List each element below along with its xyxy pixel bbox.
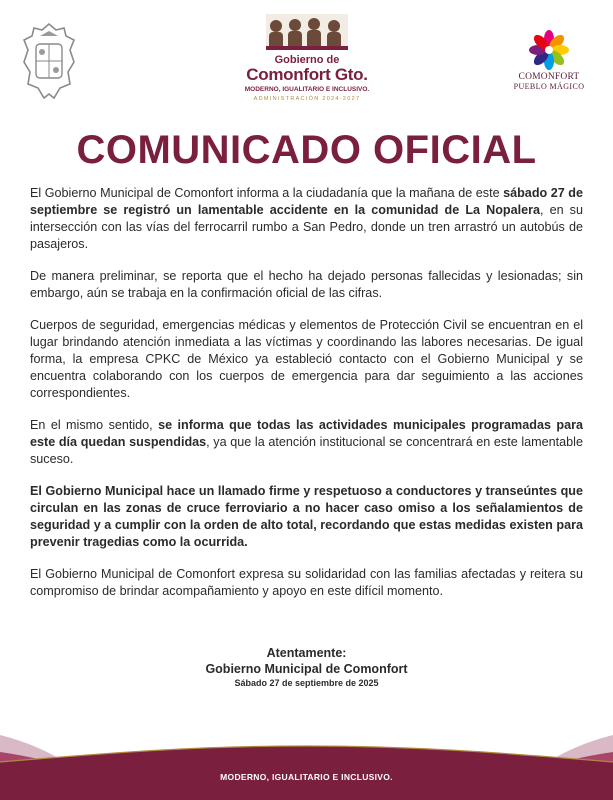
paragraph-accident [30, 185, 583, 253]
pueblo-magico-flower-icon [529, 30, 569, 70]
signature-date: Sábado 27 de septiembre de 2025 [234, 678, 379, 688]
paragraph-text: El Gobierno Municipal de Comonfort informa a la ciudadanía que la mañana de este [30, 186, 504, 200]
paragraph-emergency-services: Cuerpos de seguridad, emergencias médicas y elementos de Protección Civil se encuentran en el lugar brindando atención inmediata a las víctimas y coordinando las labores necesarias. De igual forma, la empresa CPKC de México ya estableció contacto con el Gobierno Municipal y se encuentra colaborando con los cuerpos de emergencia para dar seguimiento a las acciones correspondientes. [30, 318, 583, 400]
signature-issuer: Gobierno Municipal de Comonfort [205, 662, 408, 676]
paragraph-bold-text: sábado 27 de septiembre se registró un lamentable accidente en la comunidad de La Nopalera [30, 186, 583, 217]
header [0, 0, 613, 120]
paragraph-text: , ya que la atención institucional se concentrará en este lamentable suceso. [30, 435, 583, 466]
pueblo-magico-logo [503, 30, 595, 100]
pueblo-magico-tagline: PUEBLO MÁGICO [513, 82, 585, 91]
logo-line-gobierno: Gobierno de [274, 54, 340, 66]
paragraph-bold-text: El Gobierno Municipal hace un llamado firme y respetuoso a conductores y transeúntes que circulan en las zonas de cruce ferroviario a no hacer caso omiso a los señalamientos de seguridad y a cumplir con la orden de alto total, recordando que estas medidas existen para prevenir tragedias como la ocurrida. [30, 484, 583, 549]
municipal-seal-icon [20, 22, 78, 100]
logo-line-administracion: ADMINISTRACIÓN 2024-2027 [253, 96, 361, 102]
paragraph-activities-suspended [30, 417, 583, 468]
page-title: COMUNICADO OFICIAL [76, 128, 537, 172]
footer-slogan: MODERNO, IGUALITARIO E INCLUSIVO. [220, 772, 393, 782]
paragraph-text: , en su intersección con las vías del ferrocarril rumbo a San Pedro, donde un tren arrastró un autobús de pasajeros. [30, 203, 583, 251]
paragraph-text: En el mismo sentido, [30, 418, 159, 432]
logo-line-comonfort: Comonfort Gto. [246, 65, 368, 84]
signature-block [0, 645, 613, 690]
paragraph-victims: De manera preliminar, se reporta que el hecho ha dejado personas fallecidas y lesionadas; sin embargo, aún se trabaja en la confirmación oficial de las cifras. [30, 269, 583, 300]
paragraph-bold-text: se informa que todas las actividades municipales programadas para este día quedan suspendidas [30, 418, 583, 449]
paragraph-safety-call [30, 483, 583, 551]
footer-decoration [0, 690, 613, 800]
pueblo-magico-name: COMONFORT [518, 72, 580, 82]
government-logo [232, 12, 382, 112]
portraits-icon [262, 12, 352, 52]
signature-greeting: Atentamente: [266, 646, 347, 660]
communique-body [30, 185, 583, 615]
paragraph-solidarity: El Gobierno Municipal de Comonfort expresa su solidaridad con las familias afectadas y reitera su compromiso de brindar acompañamiento y apoyo en este difícil momento. [30, 567, 583, 598]
logo-line-slogan: MODERNO, IGUALITARIO E INCLUSIVO. [244, 86, 370, 93]
